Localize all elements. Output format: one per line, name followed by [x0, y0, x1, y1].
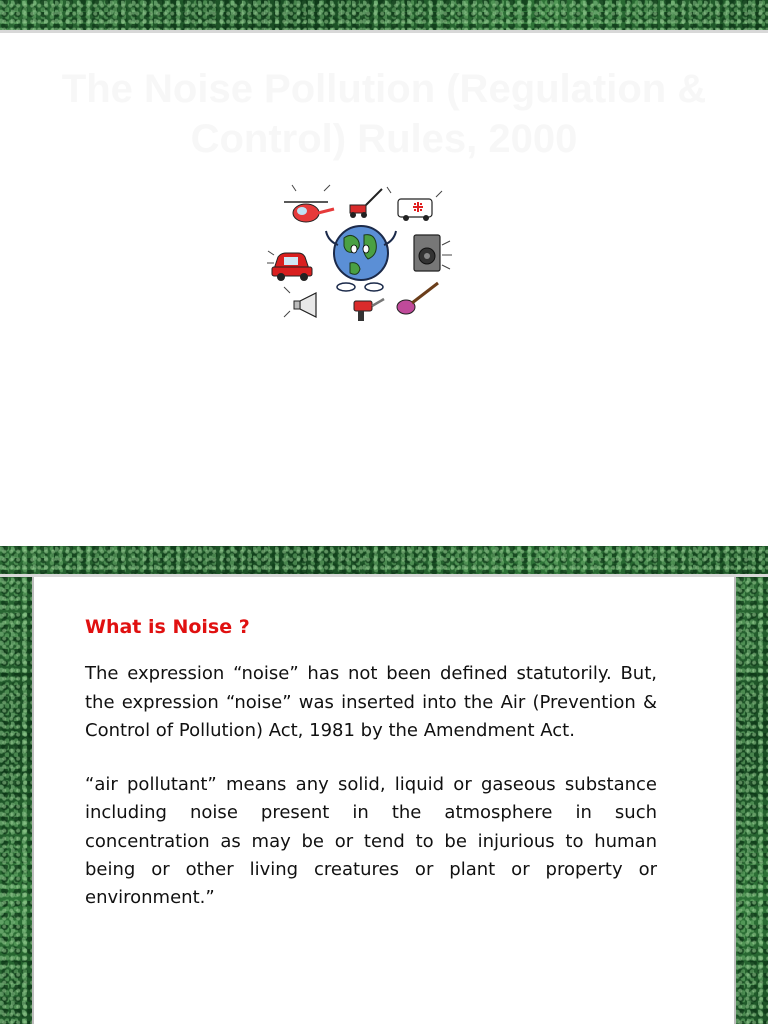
lawn-mower-icon — [350, 189, 382, 218]
megaphone-icon — [294, 293, 316, 317]
speaker-icon — [414, 235, 440, 271]
section-heading: What is Noise ? — [85, 616, 250, 638]
air-pollutant-paragraph: “air pollutant” means any solid, liquid or gaseous substance including noise present in the atmosphere in such concentration as may be or tend to be injurious to human being or other living creatures or plant or property or environment.” — [85, 774, 657, 909]
slide-content — [85, 613, 657, 939]
guitar-icon — [397, 283, 438, 314]
globe-icon — [326, 226, 396, 291]
marble-band-top — [0, 0, 768, 33]
helicopter-icon — [284, 202, 334, 222]
drill-icon — [354, 299, 384, 321]
car-icon — [272, 253, 312, 281]
noise-sources-clipart — [266, 183, 456, 328]
slide-what-is-noise — [0, 577, 768, 1024]
marble-frame-left — [0, 577, 34, 1024]
ambulance-icon — [398, 199, 432, 221]
marble-band-divider — [0, 546, 768, 577]
definition-paragraph: The expression “noise” has not been defined statutorily. But, the expression “noise” was inserted into the Air (Prevention & Control of Pollution) Act, 1981 by the Amendment Act. — [85, 663, 657, 741]
marble-frame-right — [734, 577, 768, 1024]
slide-title-text: The Noise Pollution (Regulation & Control) Rules, 2000 — [61, 67, 707, 161]
